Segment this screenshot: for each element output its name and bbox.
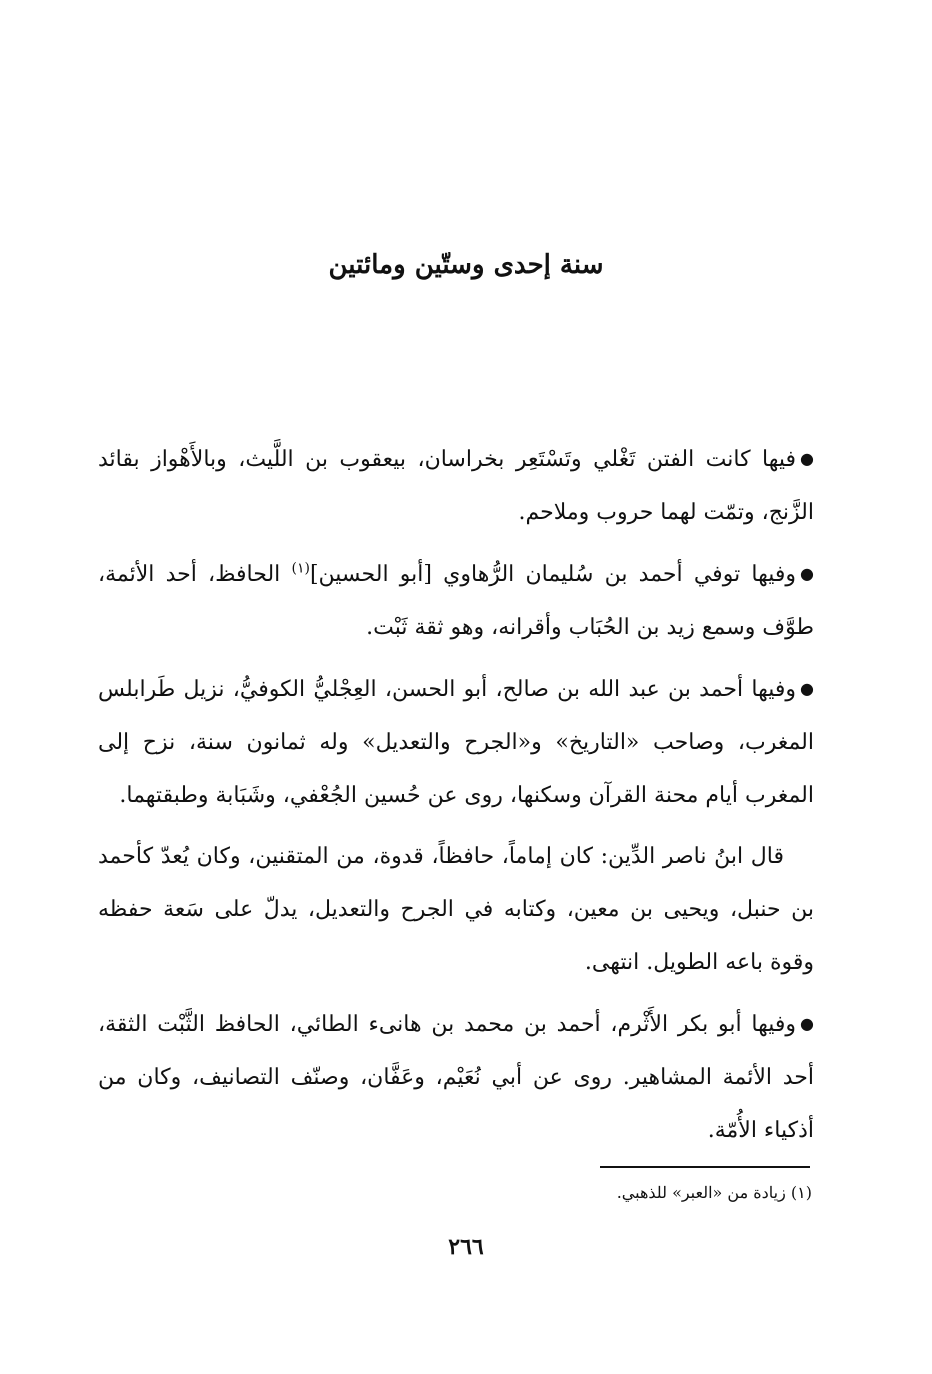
paragraph-1 bbox=[98, 432, 814, 539]
footnote: (١) زيادة من «العبر» للذهبي. bbox=[616, 1183, 812, 1202]
paragraph-text: وفيها توفي أحمد بن سُليمان الرُّهاوي [أبو الحسين] bbox=[309, 562, 797, 587]
paragraph-3 bbox=[98, 662, 814, 822]
page-number: ٢٦٦ bbox=[448, 1234, 484, 1260]
paragraph-text: فيها كانت الفتن تَغْلي وتَسْتَعِر بخراسان، بيعقوب بن اللَّيث، وبالأَهْواز بقائد الزَّنج، وتمّت لهما حروب وملاحم. bbox=[98, 447, 814, 525]
bullet-icon: ● bbox=[800, 1014, 814, 1033]
page-title: سنة إحدى وستّين ومائتين bbox=[328, 250, 604, 280]
paragraph-4 bbox=[98, 830, 814, 989]
bullet-icon: ● bbox=[800, 449, 814, 468]
paragraph-text: وفيها أحمد بن عبد الله بن صالح، أبو الحسن، العِجْليُّ الكوفيُّ، نزيل طَرابلس المغرب، وصاحب «التاريخ» و«الجرح والتعديل» وله ثمانون سنة، نزح إلى المغرب أيام محنة القرآن وسكنها، روى عن حُسين الجُعْفي، وشَبَابة وطبقتهما. bbox=[98, 677, 814, 808]
footnote-divider bbox=[600, 1166, 810, 1168]
main-text bbox=[98, 432, 814, 1165]
paragraph-2 bbox=[98, 547, 814, 654]
footnote-reference: (١) bbox=[291, 560, 310, 577]
paragraph-text: الحافظ، أحد الأئمة، طوَّف وسمع زيد بن الحُبَاب وأقرانه، وهو ثقة ثَبْت. bbox=[98, 562, 814, 640]
bullet-icon: ● bbox=[800, 679, 814, 698]
paragraph-5 bbox=[98, 997, 814, 1157]
paragraph-text: قال ابنُ ناصر الدِّين: كان إماماً، حافظاً، قدوة، من المتقنين، وكان يُعدّ كأحمد بن حنبل، ويحيى بن معين، وكتابه في الجرح والتعديل، يدلّ على سَعة حفظه وقوة باعه الطويل. انتهى. bbox=[98, 844, 814, 975]
paragraph-text: وفيها أبو بكر الأَثْرم، أحمد بن محمد بن هانىء الطائي، الحافظ الثَّبْت الثقة، أحد الأئمة المشاهير. روى عن أبي نُعَيْم، وعَفَّان، وصنّف التصانيف، وكان من أذكياء الأُمّة. bbox=[98, 1012, 814, 1143]
bullet-icon: ● bbox=[800, 564, 814, 583]
